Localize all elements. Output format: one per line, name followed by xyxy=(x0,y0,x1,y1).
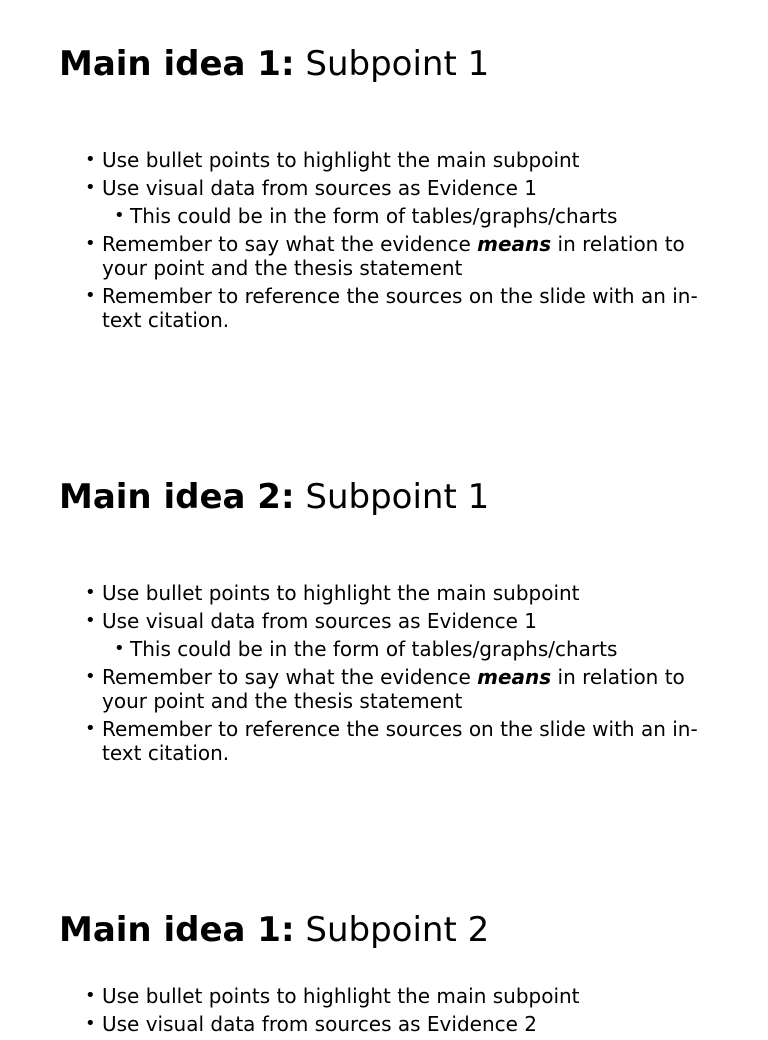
bullet-item xyxy=(0,984,712,1008)
bullet-dot-icon: • xyxy=(85,666,96,687)
bullet-dot-icon: • xyxy=(114,205,125,226)
title-subpoint: Subpoint 1 xyxy=(294,477,490,517)
bullet-dot-icon: • xyxy=(85,610,96,631)
bullet-dot-icon: • xyxy=(85,149,96,170)
bullet-text: Remember to reference the sources on the slide with an in-text citation. xyxy=(102,717,698,765)
bullet-text: Use visual data from sources as Evidence 2 xyxy=(102,1012,537,1036)
bullet-text: Use visual data from sources as Evidence 1 xyxy=(102,176,537,200)
slide-title xyxy=(59,477,489,517)
bullet-dot-icon: • xyxy=(85,177,96,198)
bullet-text: in relation to your point and the thesis statement xyxy=(102,232,685,280)
bullet-text: Use bullet points to highlight the main subpoint xyxy=(102,148,580,172)
bullet-text: Remember to say what the evidence xyxy=(102,232,478,256)
bullet-dot-icon: • xyxy=(114,638,125,659)
title-main-idea: Main idea 1: xyxy=(59,910,295,950)
bullet-text: This could be in the form of tables/graphs/charts xyxy=(130,637,618,661)
bullet-list xyxy=(0,984,768,1040)
bullet-item xyxy=(0,609,712,633)
bullet-item xyxy=(0,665,712,713)
bullet-item xyxy=(0,717,712,765)
bullet-list xyxy=(0,581,768,769)
bullet-item xyxy=(0,148,712,172)
title-subpoint: Subpoint 2 xyxy=(294,910,490,950)
bullet-item xyxy=(0,176,712,200)
bullet-text: Remember to say what the evidence xyxy=(102,665,478,689)
title-main-idea: Main idea 2: xyxy=(59,477,295,517)
bullet-dot-icon: • xyxy=(85,985,96,1006)
bullet-dot-icon: • xyxy=(85,285,96,306)
bullet-dot-icon: • xyxy=(85,1013,96,1034)
slide-title xyxy=(59,910,489,950)
bullet-item xyxy=(0,284,712,332)
bullet-item xyxy=(0,581,712,605)
bullet-text: Remember to reference the sources on the slide with an in-text citation. xyxy=(102,284,698,332)
bullet-text: Use visual data from sources as Evidence 1 xyxy=(102,609,537,633)
bullet-item xyxy=(0,1012,712,1036)
title-main-idea: Main idea 1: xyxy=(59,44,295,84)
bullet-item xyxy=(0,232,712,280)
bullet-text: Use bullet points to highlight the main subpoint xyxy=(102,581,580,605)
bullet-emphasis: means xyxy=(477,665,552,689)
bullet-dot-icon: • xyxy=(85,718,96,739)
bullet-text: This could be in the form of tables/graphs/charts xyxy=(130,204,618,228)
bullet-dot-icon: • xyxy=(85,582,96,603)
bullet-list xyxy=(0,148,768,336)
title-subpoint: Subpoint 1 xyxy=(294,44,490,84)
bullet-text: Use bullet points to highlight the main subpoint xyxy=(102,984,580,1008)
bullet-dot-icon: • xyxy=(85,233,96,254)
sub-bullet-item xyxy=(0,637,720,661)
bullet-text: in relation to your point and the thesis statement xyxy=(102,665,685,713)
bullet-emphasis: means xyxy=(477,232,552,256)
slide-title xyxy=(59,44,489,84)
sub-bullet-item xyxy=(0,204,720,228)
